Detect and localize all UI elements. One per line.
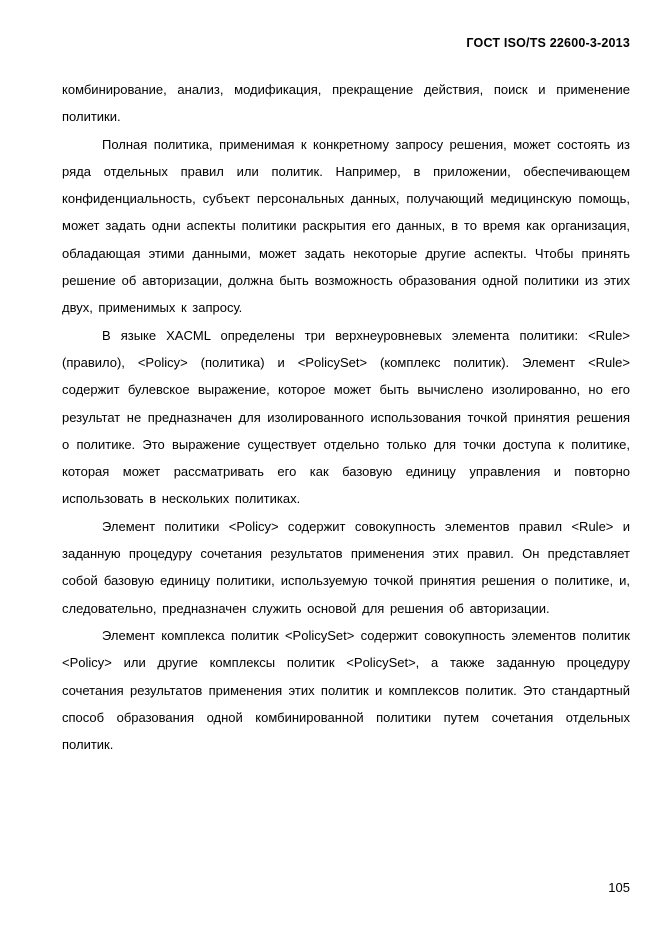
paragraph: В языке XACML определены три верхнеуровневых элемента политики: <Rule> (правило), <Policy> (политика) и <PolicySet> (комплекс политик). Элемент <Rule> содержит булевское выражение, которое может быть вычислено изолированно, но его результат не предназначен для изолированного использования точкой принятия решения о политике. Это выражение существует отдельно только для точки доступа к политике, которая может рассматривать его как базовую единицу управления и повторно использовать в нескольких политиках. <box>62 327 630 507</box>
page-number: 105 <box>608 880 630 895</box>
document-body <box>62 76 630 758</box>
paragraph: Полная политика, применимая к конкретному запросу решения, может состоять из ряда отдельных правил или политик. Например, в приложении, обеспечивающем конфиденциальность, субъект персональных данных, получающий медицинскую помощь, может задать одни аспекты политики раскрытия его данных, в то время как организация, обладающая этими данными, может задать некоторые другие аспекты. Чтобы принять решение об авторизации, должна быть возможность образования одной политики из этих двух, применимых к запросу. <box>62 136 630 316</box>
paragraph: Элемент комплекса политик <PolicySet> содержит совокупность элементов политик <Policy> или другие комплексы политик <PolicySet>, а также заданную процедуру сочетания результатов применения этих политик и комплексов политик. Это стандартный способ образования одной комбинированной политики путем сочетания отдельных политик. <box>62 627 630 753</box>
paragraph-continuation: комбинирование, анализ, модификация, прекращение действия, поиск и применение политики. <box>62 82 630 125</box>
document-header-title: ГОСТ ISO/TS 22600-3-2013 <box>466 36 630 50</box>
paragraph: Элемент политики <Policy> содержит совокупность элементов правил <Rule> и заданную процедуру сочетания результатов применения этих правил. Он представляет собой базовую единицу политики, используемую точкой принятия решения о политике, и, следовательно, предназначен служить основой для решения об авторизации. <box>62 518 630 616</box>
